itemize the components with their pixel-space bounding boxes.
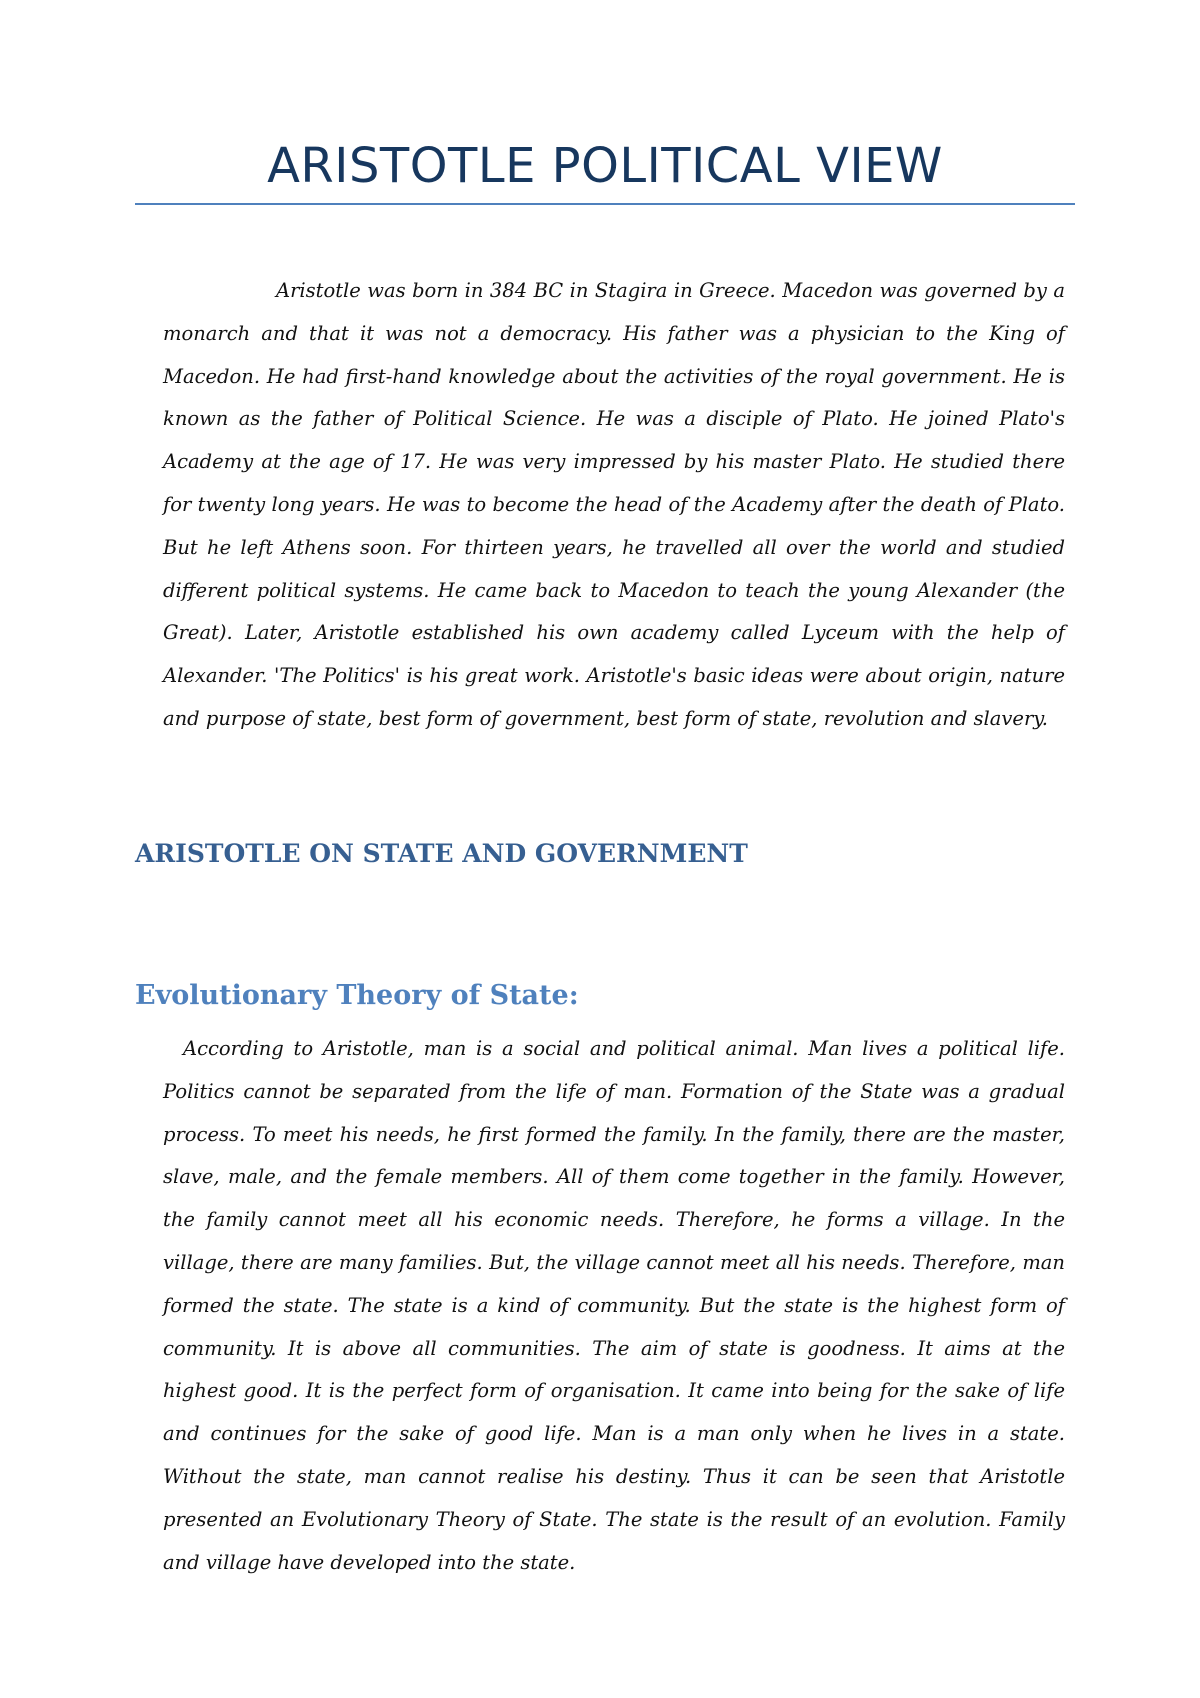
evolution-paragraph: According to Aristotle, man is a social and political animal. Man lives a political life. Politics cannot be separated from the life of man. Formation of the State was a gradual process. To meet his needs, he first formed the family. In the family, there are the master, slave, male, and the female members. All of them come together in the family. However, the family cannot meet all his economic needs. Therefore, he forms a village. In the village, there are many families. But, the village cannot meet all his needs. Therefore, man formed the state. The state is a kind of community. But the state is the highest form of community. It is above all communities. The aim of state is goodness. It aims at the highest good. It is the perfect form of organisation. It came into being for the sake of life and continues for the sake of good life. Man is a man only when he lives in a state. Without the state, man cannot realise his destiny. Thus it can be seen that Aristotle presented an Evolutionary Theory of State. The state is the result of an evolution. Family and village have developed into the state.: [163, 1037, 1065, 1574]
section-heading: ARISTOTLE ON STATE AND GOVERNMENT: [135, 839, 748, 868]
document-title: ARISTOTLE POLITICAL VIEW: [267, 138, 943, 194]
subsection-heading: Evolutionary Theory of State:: [135, 980, 579, 1011]
intro-paragraph: Aristotle was born in 384 BC in Stagira in Greece. Macedon was governed by a monarch and that it was not a democracy. His father was a physician to the King of Macedon. He had first-hand knowledge about the activities of the royal government. He is known as the father of Political Science. He was a disciple of Plato. He joined Plato's Academy at the age of 17. He was very impressed by his master Plato. He studied there for twenty long years. He was to become the head of the Academy after the death of Plato. But he left Athens soon. For thirteen years, he travelled all over the world and studied different political systems. He came back to Macedon to teach the young Alexander (the Great). Later, Aristotle established his own academy called Lyceum with the help of Alexander. 'The Politics' is his great work. Aristotle's basic ideas were about origin, nature and purpose of state, best form of government, best form of state, revolution and slavery.: [163, 279, 1065, 730]
title-underline: [135, 203, 1075, 205]
